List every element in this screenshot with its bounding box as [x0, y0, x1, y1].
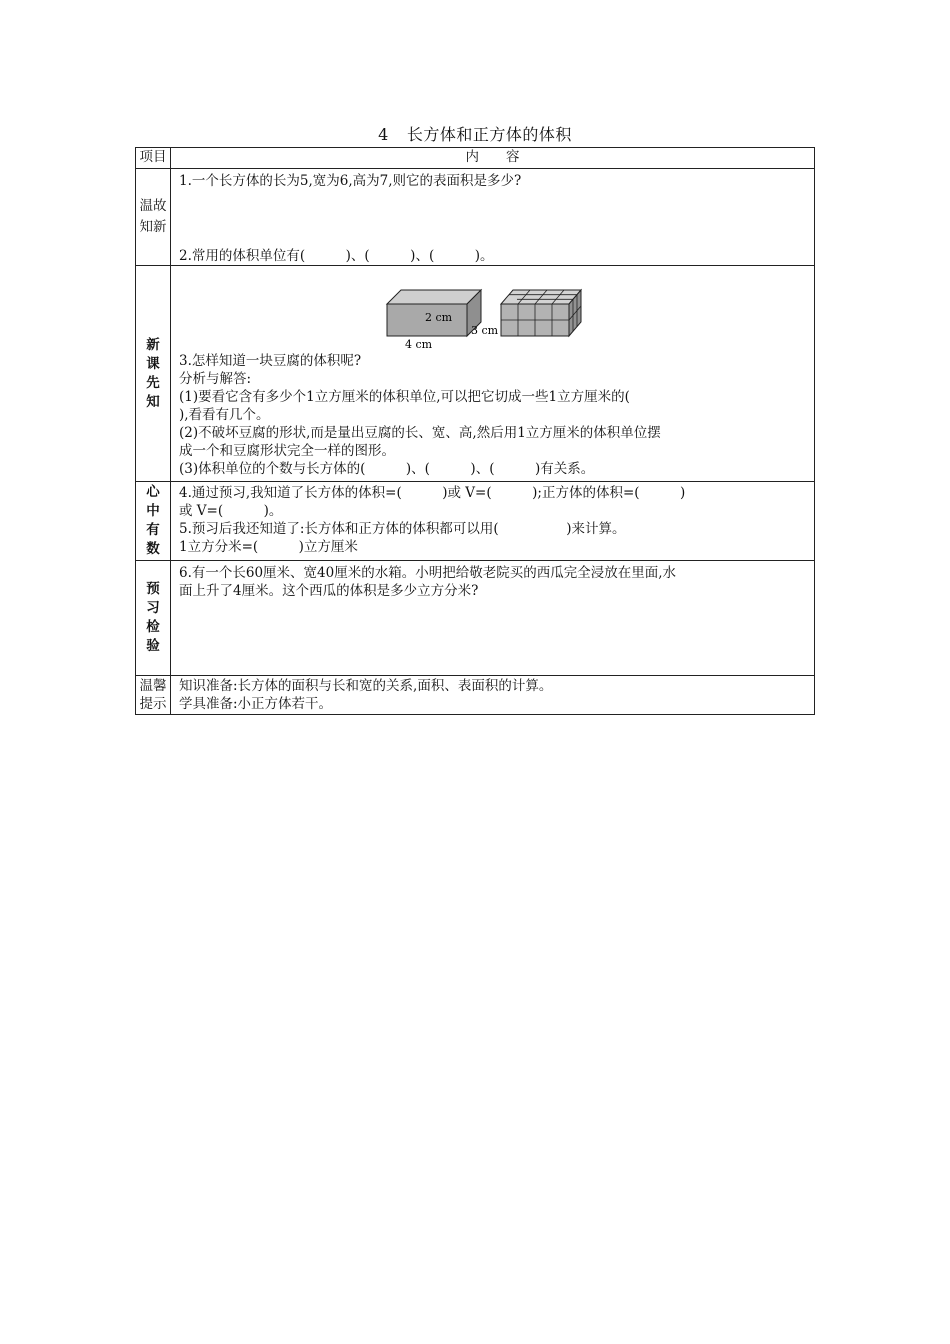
- content-mind: [171, 482, 815, 561]
- preview-table: [135, 147, 815, 715]
- row-check: [136, 561, 815, 676]
- length-label: 4 cm: [404, 338, 432, 351]
- title-number: 4: [378, 125, 389, 144]
- mind-line-1: 4.通过预习,我知道了长方体的体积=( )或 V=( );正方体的体积=( ): [179, 485, 686, 501]
- label-mind-char-1: 心: [146, 484, 160, 500]
- label-tips-line-2: 提示: [139, 696, 167, 712]
- header-content: 内 容: [171, 148, 815, 169]
- content-tips: [171, 676, 815, 715]
- title-text: 长方体和正方体的体积: [406, 125, 572, 144]
- tofu-figure: [171, 266, 814, 352]
- check-line-1: 6.有一个长60厘米、宽40厘米的水箱。小明把给敬老院买的西瓜完全浸放在里面,水: [179, 565, 677, 581]
- label-new-char-1: 新: [146, 336, 160, 353]
- label-mind-char-2: 中: [146, 503, 160, 519]
- new-line-5: (2)不破坏豆腐的形状,而是量出豆腐的长、宽、高,然后用1立方厘米的体积单位摆: [179, 425, 661, 441]
- content-new: [171, 266, 815, 482]
- row-tips: [136, 676, 815, 715]
- label-check-char-3: 检: [146, 619, 160, 635]
- mind-line-3: 5.预习后我还知道了:长方体和正方体的体积都可以用( )来计算。: [179, 521, 626, 537]
- row-review: [136, 169, 815, 266]
- label-review-line-1: 温故: [139, 198, 167, 214]
- question-1: 1.一个长方体的长为5,宽为6,高为7,则它的表面积是多少?: [179, 173, 522, 189]
- page-title: [0, 122, 950, 145]
- label-mind-char-3: 有: [146, 522, 160, 538]
- label-new-char-4: 知: [146, 393, 160, 410]
- unit-cube-cuboid: [501, 290, 581, 336]
- row-mind: [136, 482, 815, 561]
- new-line-3: (1)要看它含有多少个1立方厘米的体积单位,可以把它切成一些1立方厘米的(: [179, 389, 630, 405]
- new-line-6: 成一个和豆腐形状完全一样的图形。: [179, 443, 395, 459]
- label-new-char-3: 先: [146, 374, 160, 391]
- new-line-4: ),看看有几个。: [179, 407, 270, 423]
- label-mind: [136, 482, 171, 561]
- row-new: [136, 266, 815, 482]
- label-check-char-1: 预: [146, 581, 160, 597]
- label-tips-line-1: 温馨: [139, 678, 167, 694]
- new-line-2: 分析与解答:: [179, 371, 252, 387]
- check-line-2: 面上升了4厘米。这个西瓜的体积是多少立方分米?: [179, 583, 479, 599]
- label-check-char-4: 验: [146, 638, 160, 654]
- new-line-7: (3)体积单位的个数与长方体的( )、( )、( )有关系。: [179, 461, 595, 477]
- width-label: 3 cm: [470, 324, 498, 337]
- label-check-char-2: 习: [146, 600, 160, 616]
- tips-line-2: 学具准备:小正方体若干。: [179, 696, 333, 712]
- new-line-1: 3.怎样知道一块豆腐的体积呢?: [179, 353, 362, 369]
- label-review-line-2: 知新: [139, 219, 167, 235]
- height-label: 2 cm: [424, 311, 452, 324]
- header-item: 项目: [136, 148, 171, 169]
- content-check: [171, 561, 815, 676]
- tips-line-1: 知识准备:长方体的面积与长和宽的关系,面积、表面积的计算。: [179, 678, 553, 694]
- label-new-char-2: 课: [146, 355, 160, 372]
- label-new: [136, 266, 171, 482]
- cuboid-diagrams: [383, 282, 603, 352]
- solid-cuboid: [387, 290, 499, 351]
- label-check: [136, 561, 171, 676]
- question-2: 2.常用的体积单位有( )、( )、( )。: [179, 248, 494, 264]
- label-tips: [136, 676, 171, 715]
- header-row: [136, 148, 815, 169]
- label-review: [136, 169, 171, 266]
- mind-line-4: 1立方分米=( )立方厘米: [179, 539, 358, 555]
- label-mind-char-4: 数: [146, 541, 160, 557]
- content-review: [171, 169, 815, 266]
- mind-line-2: 或 V=( )。: [179, 503, 283, 519]
